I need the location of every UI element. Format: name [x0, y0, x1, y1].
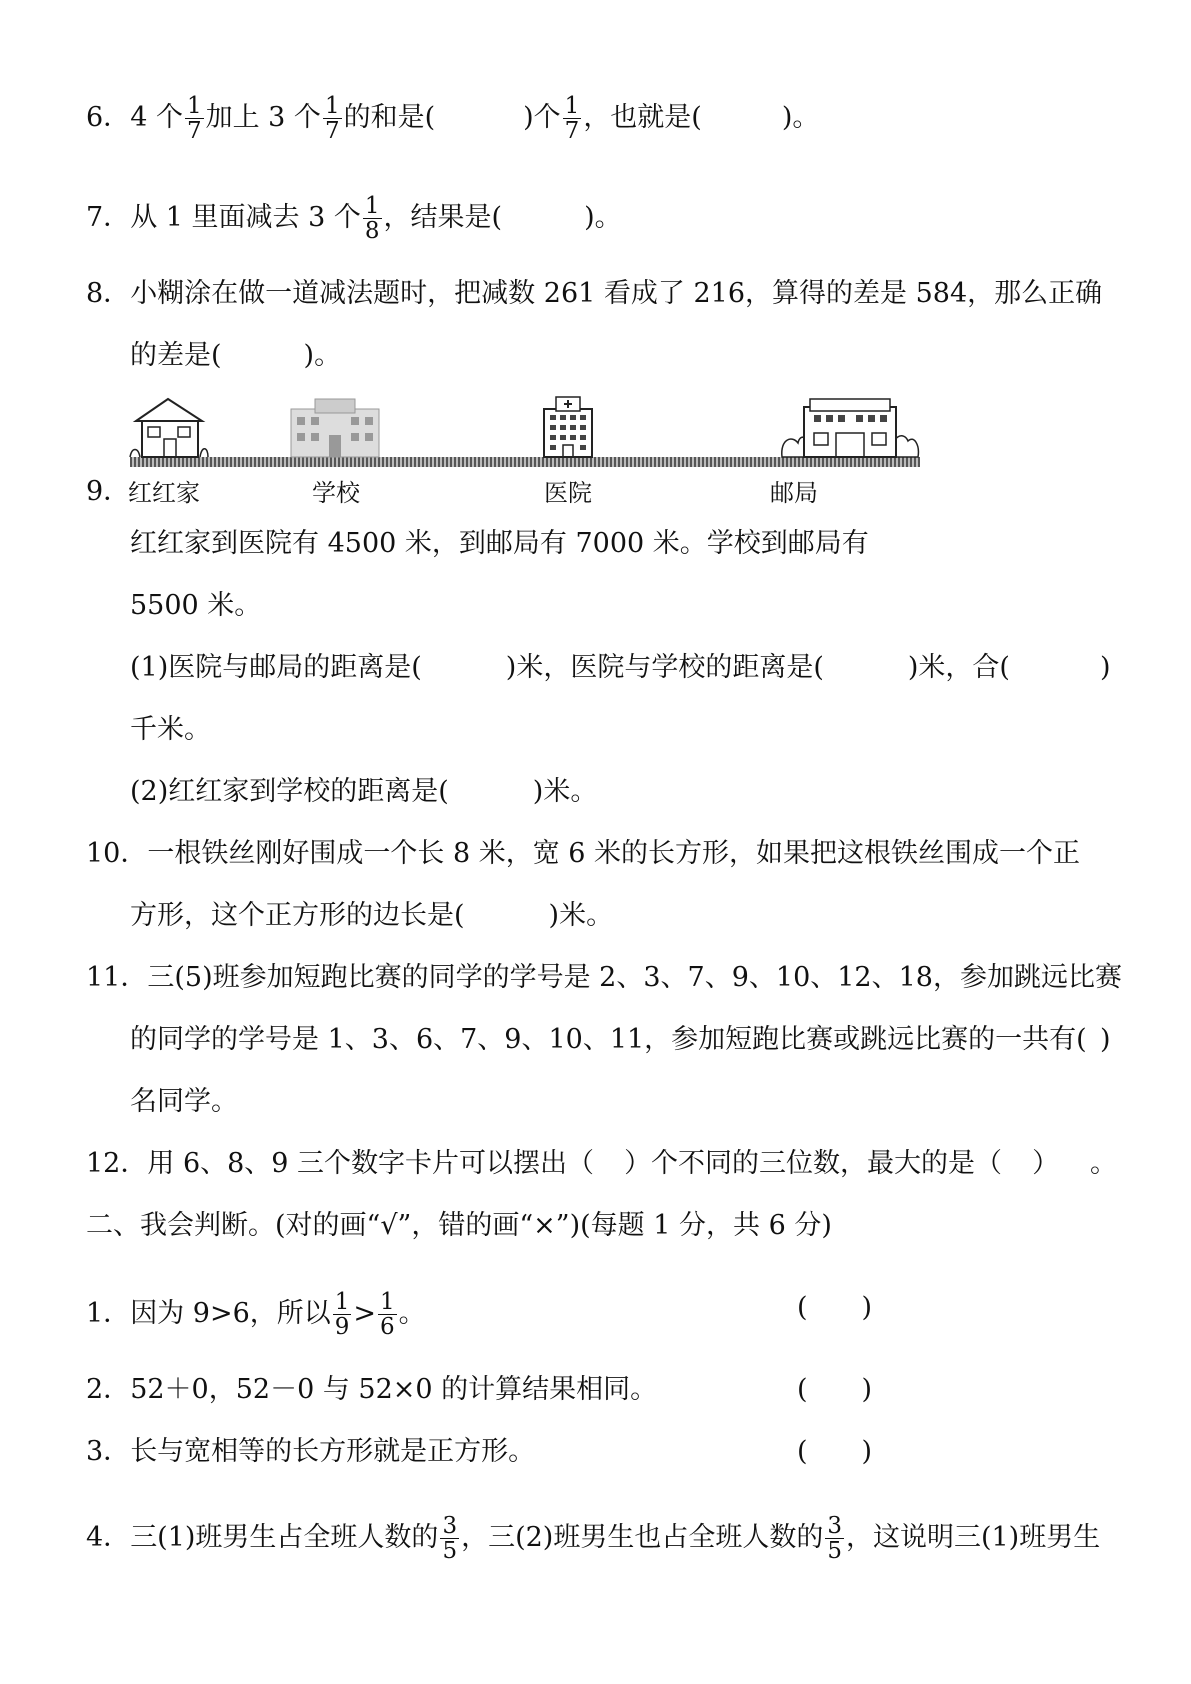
numerator: 1	[564, 93, 580, 119]
text: 5500 米。	[130, 590, 262, 621]
fraction-1-8	[363, 194, 382, 243]
text: 。	[398, 1298, 426, 1329]
text: )米。	[548, 900, 614, 931]
text: ，三(2)班男生也占全班人数的	[461, 1522, 824, 1553]
answer-paren[interactable]: ( )	[797, 1436, 873, 1467]
question-9-number	[86, 474, 130, 510]
question-number: 3．	[86, 1436, 131, 1467]
judge-question-1	[86, 1290, 426, 1339]
question-9-part-1-unit	[130, 712, 211, 748]
question-9-part-1	[130, 650, 1010, 686]
denominator: 5	[442, 1538, 458, 1564]
numerator: 1	[380, 1289, 395, 1315]
fraction-1-6	[378, 1290, 397, 1339]
denominator: 7	[186, 118, 202, 144]
text: )米。	[532, 776, 598, 807]
judge-question-4	[86, 1514, 1100, 1563]
hospital-icon	[530, 395, 602, 461]
text: 方形，这个正方形的边长是(	[130, 900, 465, 931]
text: ）	[1032, 1148, 1060, 1179]
text: 加上 3 个	[205, 102, 321, 133]
question-11-line-1	[86, 960, 1122, 996]
text: )。	[584, 202, 622, 233]
text: 用 6、8、9 三个数字卡片可以摆出（	[147, 1148, 595, 1179]
text: )米，合(	[907, 652, 1010, 683]
question-number: 8．	[86, 278, 131, 309]
text: )。	[781, 102, 820, 133]
fraction-1-7	[323, 94, 342, 143]
denominator: 8	[364, 218, 380, 244]
place-label-hospital: 医院	[544, 479, 592, 507]
text: 三(1)班男生占全班人数的	[130, 1522, 439, 1553]
text: )。	[303, 340, 342, 371]
question-number: 7．	[86, 202, 131, 233]
numerator: 3	[442, 1513, 458, 1539]
text: 三(5)班参加短跑比赛的同学的学号是 2、3、7、9、10、12、18，参加跳远比赛	[147, 962, 1122, 993]
school-icon	[285, 395, 385, 461]
question-number: 4．	[86, 1522, 131, 1553]
place-label-home: 红红家	[128, 479, 200, 507]
question-number: 10．	[86, 838, 148, 869]
text: 小糊涂在做一道减法题时，把减数 261 看成了 216，算得的差是 584，那么正确	[130, 278, 1103, 309]
question-11-line-2	[130, 1022, 1087, 1058]
denominator: 6	[380, 1314, 395, 1340]
question-8-line-1	[86, 276, 1102, 312]
section-2-title	[86, 1208, 832, 1244]
text: 名同学。	[130, 1086, 238, 1117]
closing-paren: )	[1100, 652, 1111, 683]
answer-paren[interactable]: ( )	[797, 1374, 873, 1405]
text: 因为 9>6，所以	[130, 1298, 331, 1329]
numerator: 1	[186, 93, 202, 119]
answer-paren[interactable]: ( )	[797, 1292, 873, 1323]
text: ，这说明三(1)班男生	[845, 1522, 1101, 1553]
text: 52＋0，52－0 与 52×0 的计算结果相同。	[130, 1374, 658, 1405]
greater-than-sign: >	[353, 1298, 377, 1329]
numerator: 1	[364, 193, 380, 219]
fraction-1-7	[185, 94, 204, 143]
question-9-line-1	[130, 526, 869, 562]
question-12	[86, 1146, 1059, 1182]
place-label-post-office: 邮局	[770, 479, 818, 507]
fraction-3-5	[440, 1514, 459, 1563]
text: 一根铁丝刚好围成一个长 8 米，宽 6 米的长方形，如果把这根铁丝围成一个正	[147, 838, 1081, 869]
text: 的和是(	[343, 102, 436, 133]
text: 。	[1090, 1148, 1117, 1179]
text: ，结果是(	[383, 202, 503, 233]
denominator: 5	[827, 1538, 842, 1564]
question-number: 1．	[86, 1298, 131, 1329]
text: ，也就是(	[583, 102, 702, 133]
closing-paren: )	[1100, 1024, 1111, 1055]
question-11-line-3	[130, 1084, 238, 1120]
denominator: 9	[334, 1314, 350, 1340]
question-6	[86, 94, 819, 143]
text: 的差是(	[130, 340, 222, 371]
fraction-3-5	[825, 1514, 844, 1563]
question-number: 11．	[86, 962, 148, 993]
fraction-1-7	[563, 94, 582, 143]
route-illustration	[120, 395, 940, 507]
question-10-line-2	[130, 898, 613, 934]
section-heading: 二、我会判断。(对的画“√”，错的画“×”)(每题 1 分，共 6 分)	[86, 1210, 832, 1241]
question-9-part-2	[130, 774, 597, 810]
house-icon	[128, 395, 210, 461]
text: 4 个	[130, 102, 183, 133]
question-number: 2．	[86, 1374, 131, 1405]
text: ）个不同的三位数，最大的是（	[624, 1148, 1003, 1179]
question-7	[86, 194, 622, 243]
text: 千米。	[130, 714, 211, 745]
text: )个	[523, 102, 561, 133]
numerator: 1	[334, 1289, 350, 1315]
text: )米，医院与学校的距离是(	[505, 652, 824, 683]
fraction-1-9	[333, 1290, 352, 1339]
numerator: 3	[827, 1513, 842, 1539]
text: (2)红红家到学校的距离是(	[130, 776, 449, 807]
text: 的同学的学号是 1、3、6、7、9、10、11，参加短跑比赛或跳远比赛的一共有(	[130, 1024, 1087, 1055]
question-9-line-2	[130, 588, 261, 624]
text: 从 1 里面减去 3 个	[130, 202, 361, 233]
judge-question-2	[86, 1372, 657, 1408]
question-number: 6．	[86, 102, 131, 133]
numerator: 1	[324, 93, 340, 119]
text: 长与宽相等的长方形就是正方形。	[130, 1436, 536, 1467]
judge-question-3	[86, 1434, 535, 1470]
place-label-school: 学校	[312, 479, 360, 507]
denominator: 7	[564, 118, 580, 144]
text: 红红家到医院有 4500 米，到邮局有 7000 米。学校到邮局有	[130, 528, 869, 559]
question-number: 9．	[86, 476, 131, 507]
question-8-line-2	[130, 338, 341, 374]
denominator: 7	[324, 118, 340, 144]
post-office-icon	[780, 395, 920, 461]
text: (1)医院与邮局的距离是(	[130, 652, 422, 683]
question-10-line-1	[86, 836, 1080, 872]
question-number: 12．	[86, 1148, 148, 1179]
